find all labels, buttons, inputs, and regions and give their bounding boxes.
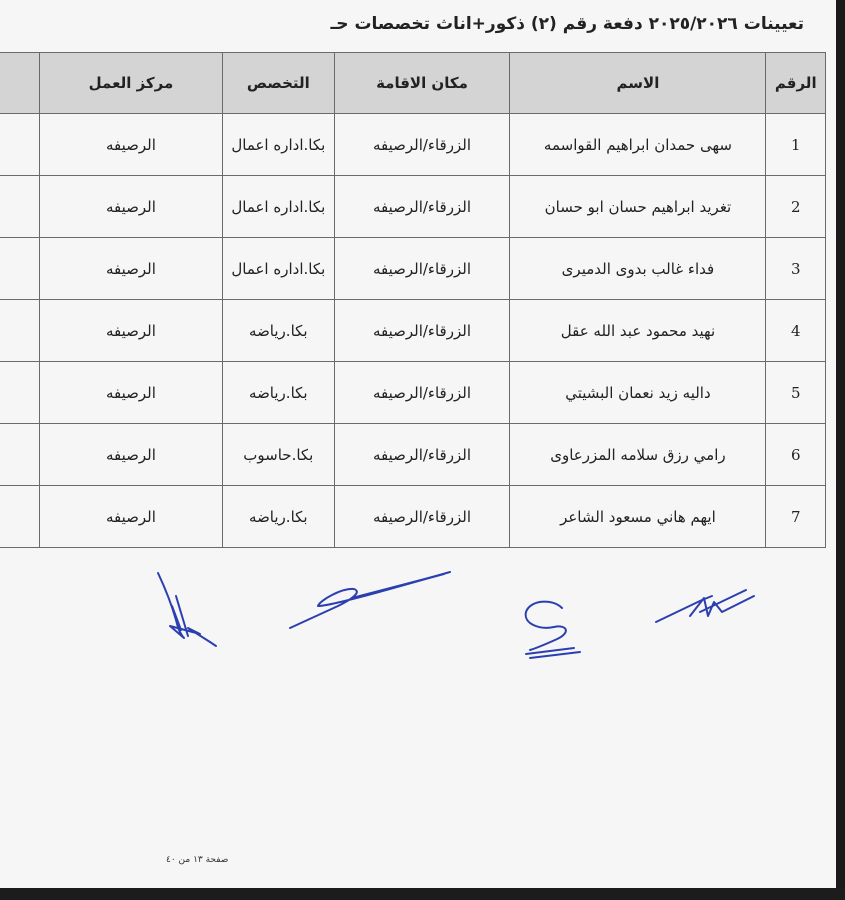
cell-extra [0,176,39,238]
cell-workplace: الرصيفه [39,424,222,486]
signature-4 [656,590,754,622]
header-residence: مكان الاقامة [334,53,510,114]
cell-extra [0,362,39,424]
cell-residence: الزرقاء/الرصيفه [334,424,510,486]
cell-extra [0,486,39,548]
cell-extra [0,238,39,300]
table-header-row [0,53,826,114]
signature-3 [526,602,580,658]
table-row [0,238,826,300]
cell-residence: الزرقاء/الرصيفه [334,114,510,176]
cell-specialty: بكا.رياضه [223,486,335,548]
cell-no: 3 [766,238,826,300]
scan-edge-right [836,0,845,900]
cell-extra [0,424,39,486]
table-row [0,424,826,486]
cell-residence: الزرقاء/الرصيفه [334,300,510,362]
cell-name: نهيد محمود عبد الله عقل [510,300,766,362]
cell-specialty: بكا.اداره اعمال [223,114,335,176]
table-row [0,486,826,548]
cell-workplace: الرصيفه [39,238,222,300]
cell-extra [0,300,39,362]
table-row [0,176,826,238]
cell-name: ايهم هاني مسعود الشاعر [510,486,766,548]
cell-workplace: الرصيفه [39,486,222,548]
header-name: الاسم [510,53,766,114]
table-row [0,300,826,362]
cell-name: تغريد ابراهيم حسان ابو حسان [510,176,766,238]
cell-name: داليه زيد نعمان البشيتي [510,362,766,424]
header-specialty: التخصص [223,53,335,114]
document-title: تعيينات ٢٠٢٥/٢٠٢٦ دفعة رقم (٢) ذكور+اناث تخصصات حـ [330,14,804,34]
cell-name: سهى حمدان ابراهيم القواسمه [510,114,766,176]
cell-residence: الزرقاء/الرصيفه [334,176,510,238]
cell-specialty: بكا.حاسوب [223,424,335,486]
cell-no: 2 [766,176,826,238]
cell-no: 1 [766,114,826,176]
scan-edge-bottom [0,888,845,900]
cell-no: 5 [766,362,826,424]
cell-extra [0,114,39,176]
cell-workplace: الرصيفه [39,300,222,362]
header-extra [0,53,39,114]
cell-workplace: الرصيفه [39,114,222,176]
cell-no: 6 [766,424,826,486]
cell-residence: الزرقاء/الرصيفه [334,238,510,300]
cell-residence: الزرقاء/الرصيفه [334,486,510,548]
signature-1 [158,573,216,646]
cell-specialty: بكا.رياضه [223,300,335,362]
cell-workplace: الرصيفه [39,176,222,238]
cell-residence: الزرقاء/الرصيفه [334,362,510,424]
cell-specialty: بكا.اداره اعمال [223,238,335,300]
table-row [0,362,826,424]
cell-name: رامي رزق سلامه المزرعاوى [510,424,766,486]
cell-no: 4 [766,300,826,362]
appointments-table [0,52,826,548]
table-row [0,114,826,176]
page-footer: صفحة ١٣ من ٤٠ [166,855,229,865]
signature-2 [290,572,450,628]
cell-specialty: بكا.رياضه [223,362,335,424]
header-no: الرقم [766,53,826,114]
cell-workplace: الرصيفه [39,362,222,424]
signatures [0,560,836,670]
cell-no: 7 [766,486,826,548]
cell-name: فداء غالب بدوى الدميرى [510,238,766,300]
cell-specialty: بكا.اداره اعمال [223,176,335,238]
header-workplace: مركز العمل [39,53,222,114]
